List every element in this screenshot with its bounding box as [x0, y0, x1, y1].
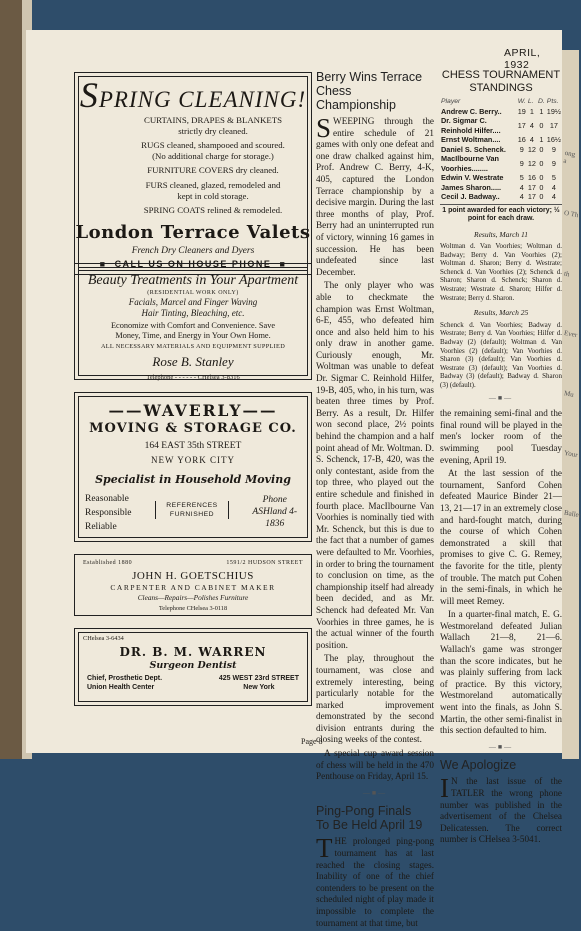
article-column-chess: Berry Wins Terrace Chess Championship SWEEPING through the entire schedule of 21 games with only one defeat and one draw chalked against him, Prof. Andrew C. Berry, 4-K, 405, captured the London Terrace championship by a decisive margin. During the last three months of play, Prof. Berry had an uninterrupted run of victory, winning 16 games in succession. He has been undefeated since last December. The only player who was able to checkmate the champion was Ernst Woltman, 6-E, 455, who defeated him once and also held him to his only draw in another game. Curiously enough, Mr. Woltman was unable to defeat Dr. Sigmar C. Reinhold Hilfer, 19-B, 405, who, in his turn, was beaten three times by Prof. Berry. As a result, Dr. Hilfer won second place, 2½ points behind the champion and a half point ahead of Mr. Woltman. D. S. Schenck, 17-B, 420, was the only contestant, aside from the top three, who played out the entire schedule and finished in fourth place. MacIlbourne Van Voorhies is nominally tied with Mr. Schenck, but this is due to the fact that a number of games were defaulted to Mr. Voorhies, in order to bring the tournament to conclusion on time, as the championship itself had already been decided, and as Mr. Schenck had defeated Mr. Van Voorhies in three games, he is the actual winner of the fourth position. The play, throughout the tournament, was close and extremely interesting, being particularly notable for the marked improvement demonstrated by the second division entrants during the closing weeks of the contest. A special cup award session of chess will be held in the 470 Penthouse on Friday, April 15. —■— Ping-Pong Finals To Be Held April 19 THE prolonged ping-pong tournament has at last reached the closing stages. Inability of one of the chief contenders to be present on the scheduled night of play made it impossible to complete the tournament at that time, but [316, 70, 434, 928]
tagline: French Dry Cleaners and Dyers [131, 245, 255, 256]
ad-spring-cleaning [74, 72, 312, 275]
score-cell: 5 [551, 173, 556, 182]
score-cell: 17 [549, 120, 558, 130]
score-cell: 0 [539, 192, 544, 201]
table-row [440, 145, 562, 155]
score-cell: 0 [539, 173, 544, 182]
score-cell: 1 [539, 106, 544, 116]
bullet-icon: ■ [99, 258, 107, 269]
score-cell: 1 [539, 135, 544, 144]
player-name-cell: Cecil J. Badway.. [441, 192, 500, 201]
score-cell: 0 [539, 144, 544, 154]
table-row [440, 154, 562, 173]
standings-table [440, 97, 562, 202]
score-cell: 4 [529, 135, 534, 144]
ad-title: Beauty Treatments in Your Apartment [87, 273, 299, 288]
score-cell: 17 [527, 182, 536, 192]
section-divider: —■— [488, 393, 514, 402]
next-page-fragment: Your [563, 448, 579, 460]
score-cell: 12 [527, 158, 536, 168]
player-name-cell: Andrew C. Berry.. [441, 106, 502, 116]
next-page-fragment: Ever [563, 328, 578, 340]
table-header: Player W. L. D. Pts. [441, 98, 559, 105]
score-cell: 9 [551, 144, 556, 154]
score-cell: 9 [519, 144, 524, 154]
headline: Berry Wins Terrace Chess Championship [316, 70, 423, 112]
table-row [440, 192, 562, 202]
headline: We Apologize [440, 758, 517, 773]
ad-beauty-treatments: Beauty Treatments in Your Apartment (RESIDENTIAL WORK ONLY) Facials, Marcel and Finger Waving Hair Tinting, Bleaching, etc. Economize with Comfort and Convenience. Save Money, Time, and Energy in Your Own Home. ALL NECESSARY MATERIALS AND EQUIPMENT SUPPLIED Rose B. Stanley Telephone - - - - - - CHelsea 3-8316 [74, 263, 312, 380]
score-cell: 16 [527, 173, 536, 182]
score-cell: 16 [517, 135, 526, 144]
player-name-cell: Ernst Woltman.... [441, 135, 501, 144]
score-cell: 0 [539, 182, 544, 192]
player-name-cell: Daniel S. Schenck. [441, 144, 506, 154]
book-binding [0, 0, 22, 759]
ad-title: SPRING CLEANING! [79, 75, 307, 115]
score-cell: 5 [519, 173, 524, 182]
score-cell: 17 [517, 120, 526, 130]
score-cell: 0 [539, 120, 544, 130]
score-cell: 4 [551, 182, 556, 192]
table-row [440, 183, 562, 193]
ad-subtitle: MOVING & STORAGE CO. [89, 421, 297, 436]
player-name-cell: MacIlbourne Van Voorhies........ [441, 154, 499, 173]
next-page-fragment: th [563, 269, 571, 279]
table-row [440, 107, 562, 117]
score-cell: 4 [529, 120, 534, 130]
score-cell: 4 [519, 192, 524, 201]
header-date: APRIL, 1932 [504, 47, 541, 71]
drop-cap: T [316, 833, 333, 864]
references-bracket: REFERENCES FURNISHED [155, 501, 229, 519]
ad-body: CURTAINS, DRAPES & BLANKETS strictly dry cleaned. RUGS cleaned, shampooed and scoured. (No additional charge for storage.) FURNITURE COVERS dry cleaned. FURS cleaned, glazed, remodeled and kept in cold storage. SPRING COATS relined & remodeled. [141, 115, 285, 216]
magazine-page [26, 30, 562, 928]
section-divider: —■— [362, 788, 388, 797]
score-cell: 19½ [546, 106, 561, 116]
bullet-icon: ■ [279, 258, 287, 269]
standings-column: CHESS TOURNAMENT STANDINGS Player W. L. D. Pts. Andrew C. Berry.. 19 1 1 19½ Dr. Sigmar C. Reinhold Hilfer.... 17 4 0 17 Ernst Woltman.... 16 4 1 16½ Daniel S. Schenck. 9 12 0 9 MacIlbourne Van Voorhies........ 9 12 0 9 Edwin V. Westrate 5 16 0 5 James Sharon..... 4 17 0 4 Cecil J. Badway.. 4 17 0 4 1 point awarded for each victory; ½ point for each draw. Results, March 11 Woltman d. Van Voorhies; Woltman d. Badway; Berry d. Van Voorhies (2); Woltman d. Sharon; Berry d. Westrate; Schenck d. Van Voorhies (2); Schenck d. Sharon; Sharon d. Schenck; Sharon d. Westrate; Westrate d. Sharon; Hilfer d. Westrate; Berry d. Sharon. Results, March 25 Schenck d. Van Voorhies; Badway d. Westrate; Berry d. Van Voorhies; Hilfer d. Badway (2) (default); Woltman d. Van Voorhies (2) (default); Van Voorhies d. Sharon (3) (default); Van Voorhies d. Westrate (3) (default); Van Voorhies d. Badway (3) (default); Badway d. Sharon (3) (default). —■— the remaining semi-final and the final round will be played in the men's locker room of the swimming pool Tuesday evening, April 19. At the last session of the tournament, Sanford Cohen defeated Maurice Binder 21—13, 21—17 in an extremely close and hard-fought match, during the course of which Cohen demonstrated a skill that promises to give C. G. Remey, the favorite for the title, plenty of trouble. The match put Cohen in the semi-finals, in which he will meet Remey. In a quarter-final match, E. G. Westmoreland defeated Julian Wallach 21—8, 21—6. Wallach's game was stronger than the score indicates, but he was plainly suffering from lack of practice. By this victory, Westmoreland automatically went into the finals, as John S. Martin, the other semi-finalist in this section defaulted to him. —■— We Apologize I N the last issue of the TATLER the wrong phone number was published in the advertisement of the Chelsea Delicatessen. The correct number is CHelsea 3-5041. [440, 69, 562, 845]
player-name-cell: Dr. Sigmar C. Reinhold Hilfer.... [441, 116, 501, 135]
score-cell: 4 [519, 182, 524, 192]
score-cell: 19 [517, 106, 526, 116]
table-row [440, 116, 562, 135]
player-name-cell: Edwin V. Westrate [441, 173, 504, 182]
drop-cap: I [440, 773, 449, 804]
score-cell: 17 [527, 192, 536, 201]
table-row [440, 173, 562, 183]
ad-title: ——WAVERLY—— [108, 401, 278, 420]
headline: Ping-Pong Finals To Be Held April 19 [316, 804, 423, 833]
section-divider: —■— [488, 742, 514, 751]
next-page-edge [562, 50, 579, 759]
score-cell: 4 [551, 192, 556, 201]
score-cell: 9 [519, 158, 524, 168]
score-cell: 1 [529, 106, 534, 116]
standings-title: CHESS TOURNAMENT STANDINGS [441, 69, 561, 94]
score-cell: 16½ [546, 135, 561, 144]
drop-cap: S [316, 113, 332, 143]
next-page-fragment: ong a [562, 148, 576, 166]
ad-goetschius-carpenter: Established 1880 1591/2 HUDSON STREET JOHN H. GOETSCHIUS CARPENTER AND CABINET MAKER Cleans—Repairs—Polishes Furniture Telephone CHelsea 3-0118 [74, 554, 312, 616]
ad-waverly-moving: ——WAVERLY—— MOVING & STORAGE CO. 164 EAST 35th STREET NEW YORK CITY Specialist in Household Moving Reasonable Responsible Reliable REFERENCES FURNISHED Phone ASHland 4- 1836 [74, 392, 312, 542]
player-name-cell: James Sharon..... [441, 182, 502, 192]
proprietor-name: Rose B. Stanley [152, 354, 234, 369]
next-page-fragment: Mu [563, 389, 575, 399]
ad-title: JOHN H. GOETSCHIUS [132, 570, 254, 582]
ad-title: DR. B. M. WARREN [119, 645, 267, 659]
next-page-fragment: Ballet [563, 508, 581, 520]
page-number: Page 8 [301, 737, 323, 746]
call-line: ■ CALL US ON HOUSE PHONE ■ [99, 258, 287, 269]
ad-dr-warren-dentist: CHelsea 3-6434 DR. B. M. WARREN Surgeon Dentist Chief, Prosthetic Dept. Union Health Center 425 WEST 23rd STREET New York [74, 628, 312, 706]
brand-name: London Terrace Valets [75, 221, 311, 243]
score-cell: 0 [539, 158, 544, 168]
score-cell: 12 [527, 144, 536, 154]
next-page-fragment: O Th [563, 208, 580, 220]
score-cell: 9 [551, 158, 556, 168]
table-row [440, 135, 562, 145]
